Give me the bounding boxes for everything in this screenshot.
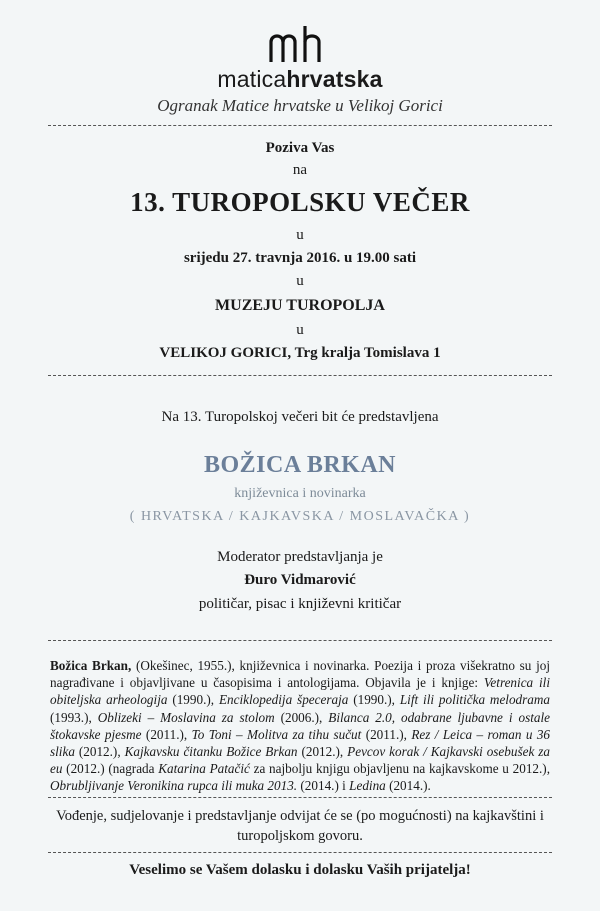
bio-text: (2014.) i bbox=[297, 778, 350, 794]
divider bbox=[48, 375, 552, 376]
bio-text: (1993.), bbox=[50, 709, 98, 725]
bio-text: (2006.), bbox=[274, 709, 329, 725]
bio-text: (Okešinec, 1955.), književnica i novinarka. Poezija i proza višekratno su joj nagrađivane i objavljivane u časopisima i antologijama. Objavila je i knjige: bbox=[50, 658, 551, 691]
bio-text: (2011.), bbox=[361, 726, 412, 742]
moderator-intro: Moderator predstavljanja je bbox=[217, 549, 383, 565]
matica-hrvatska-logo-icon bbox=[267, 24, 333, 64]
bio-text: (2012.) (nagrada bbox=[62, 761, 159, 777]
bio-text: za najbolju knjigu objavljenu na kajkavskome u 2012.), bbox=[249, 761, 550, 777]
connector-text: u bbox=[296, 322, 304, 338]
award-name: Katarina Patačić bbox=[158, 761, 250, 777]
invite-line: Poziva Vas bbox=[265, 140, 335, 156]
bio-name: Božica Brkan, bbox=[50, 658, 132, 673]
bio-text: (1990.), bbox=[348, 692, 400, 708]
book-title: Lift ili politička melodrama bbox=[399, 692, 550, 708]
wordmark-bold: hrvatska bbox=[286, 66, 383, 92]
event-address: VELIKOJ GORICI, Trg kralja Tomislava 1 bbox=[159, 345, 441, 361]
connector-text: u bbox=[296, 227, 304, 243]
bio-text: (2012.), bbox=[297, 744, 348, 760]
moderator-role: političar, pisac i književni kritičar bbox=[198, 596, 402, 612]
bio-text: (2014.). bbox=[385, 778, 431, 794]
divider bbox=[48, 852, 552, 853]
moderator-name: Đuro Vidmarović bbox=[244, 572, 356, 588]
language-note-line2: turopoljskom govoru. bbox=[237, 828, 363, 844]
author-role: književnica i novinarka bbox=[234, 486, 366, 501]
wordmark-light: matica bbox=[217, 66, 287, 92]
divider bbox=[48, 640, 552, 641]
bio-text: (1990.), bbox=[167, 692, 219, 708]
language-note-line1: Vođenje, sudjelovanje i predstavljanje odvijat će se (po mogućnosti) na kajkavštini i bbox=[56, 808, 544, 824]
event-title: 13. TUROPOLSKU VEČER bbox=[130, 187, 470, 217]
author-biography bbox=[50, 657, 550, 795]
divider bbox=[48, 125, 552, 126]
connector-text: na bbox=[292, 162, 308, 178]
book-title: Kajkavsku čitanku Božice Brkan bbox=[124, 744, 298, 760]
event-venue: MUZEJU TUROPOLJA bbox=[215, 297, 385, 314]
connector-text: u bbox=[296, 273, 304, 289]
book-title: To Toni – Molitva za tihu sučut bbox=[191, 726, 362, 742]
book-title: Oblizeki – Moslavina za stolom bbox=[97, 709, 275, 725]
divider bbox=[48, 797, 552, 798]
book-title: Vetrenica ili obiteljska arheologija bbox=[50, 675, 550, 708]
book-title: Enciklopedija špeceraja bbox=[218, 692, 349, 708]
wordmark bbox=[0, 66, 600, 93]
header bbox=[0, 24, 600, 116]
event-date: srijedu 27. travnja 2016. u 19.00 sati bbox=[183, 250, 417, 266]
author-regions: ( HRVATSKA / KAJKAVSKA / MOSLAVAČKA ) bbox=[129, 509, 471, 524]
author-name: BOŽICA BRKAN bbox=[203, 452, 397, 478]
book-title: Ledina bbox=[349, 778, 386, 794]
presentation-intro: Na 13. Turopolskoj večeri bit će predstavljena bbox=[161, 409, 439, 425]
book-title: Rez / Leica – roman u 36 slika bbox=[50, 726, 551, 760]
bio-text: (2012.), bbox=[74, 744, 125, 760]
book-title: Obrubljivanje Veronikina rupca ili muka 2013. bbox=[50, 778, 298, 794]
welcome-message: Veselimo se Vašem dolasku i dolasku Vaših prijatelja! bbox=[129, 862, 471, 878]
branch-name: Ogranak Matice hrvatske u Velikoj Gorici bbox=[157, 96, 443, 115]
bio-text: (2011.), bbox=[141, 726, 192, 742]
book-title: Pevcov korak / Kajkavski osebušek za eu bbox=[50, 744, 550, 777]
book-title: Bilanca 2.0, odabrane ljubavne i ostale štokavske pjesme bbox=[50, 709, 550, 742]
